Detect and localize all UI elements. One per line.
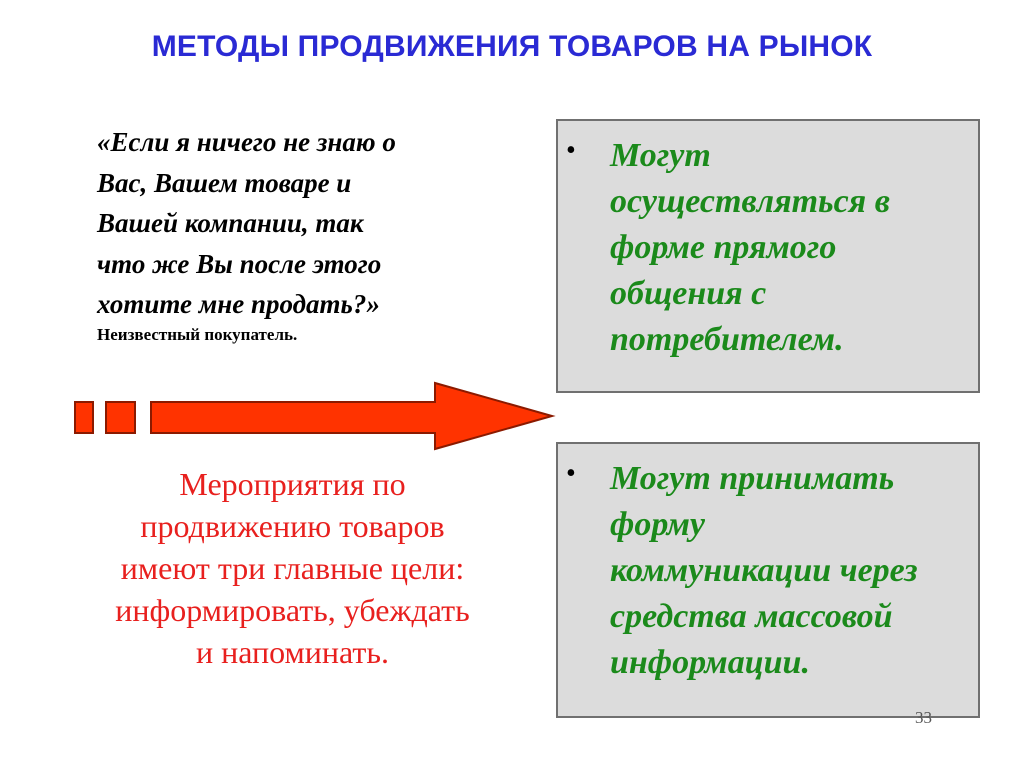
quote-author: Неизвестный покупатель. bbox=[97, 325, 298, 344]
slide-title: МЕТОДЫ ПРОДВИЖЕНИЯ ТОВАРОВ НА РЫНОК bbox=[151, 30, 873, 63]
bullet-icon: • bbox=[566, 135, 576, 166]
direct-communication-text: Могут осуществляться в форме прямого общения с потребителем. bbox=[610, 137, 890, 358]
arrow-dash-1 bbox=[75, 402, 93, 433]
arrow-dash-2 bbox=[106, 402, 135, 433]
customer-quote: «Если я ничего не знаю о Вас, Вашем товаре и Вашей компании, так что же Вы после этого хотите мне продать?» bbox=[97, 127, 396, 319]
direct-communication-box bbox=[556, 119, 980, 393]
page-number: 33 bbox=[915, 708, 932, 727]
mass-media-text: Могут принимать форму коммуникации через средства массовой информации. bbox=[610, 460, 918, 681]
bullet-icon: • bbox=[566, 458, 576, 489]
arrow-body bbox=[151, 383, 552, 449]
promotion-goals-text: Мероприятия по продвижению товаров имеют три главные цели: информировать, убеждать и напоминать. bbox=[115, 466, 470, 670]
right-arrow-icon bbox=[70, 378, 560, 454]
mass-media-box bbox=[556, 442, 980, 718]
